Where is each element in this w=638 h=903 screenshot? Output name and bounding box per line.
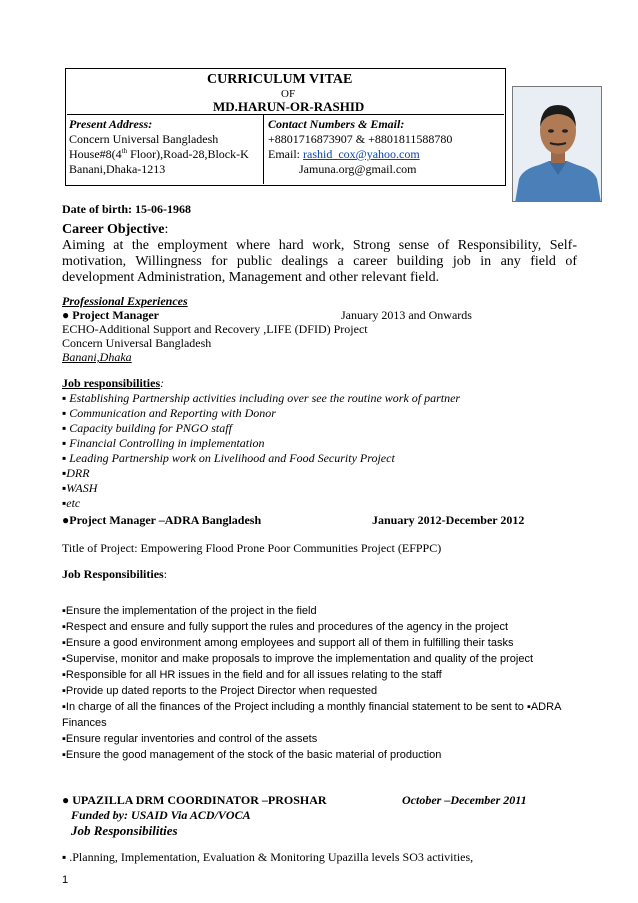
job1-organization: Concern Universal Bangladesh xyxy=(62,336,212,350)
job2-resp-item: ▪Ensure regular inventories and control of the assets xyxy=(62,733,318,745)
job1-resp-item: ▪WASH xyxy=(62,481,98,495)
professional-experiences-heading: Professional Experiences xyxy=(62,294,188,308)
page-number: 1 xyxy=(62,874,69,886)
address-line-3: Banani,Dhaka-1213 xyxy=(69,162,166,176)
job2-resp-item: ▪Provide up dated reports to the Project Director when requested xyxy=(62,685,378,697)
job1-title: ● Project Manager xyxy=(62,308,159,322)
job3-resp-item: ▪ .Planning, Implementation, Evaluation & Monitoring Upazilla levels SO3 activities, xyxy=(62,850,474,864)
candidate-photo xyxy=(512,86,602,202)
present-address-label: Present Address: xyxy=(69,117,153,131)
job1-project: ECHO-Additional Support and Recovery ,LIFE (DFID) Project xyxy=(62,322,368,336)
job1-resp-item: ▪ Leading Partnership work on Livelihood and Food Security Project xyxy=(62,451,395,465)
header-divider xyxy=(263,114,264,184)
cv-title: CURRICULUM VITAE xyxy=(207,72,353,87)
contact-label: Contact Numbers & Email: xyxy=(268,117,405,131)
job1-resp-item: ▪ Capacity building for PNGO staff xyxy=(62,421,232,435)
job1-resp-item: ▪DRR xyxy=(62,466,90,480)
job2-project: Title of Project: Empowering Flood Prone Poor Communities Project (EFPPC) xyxy=(62,541,442,555)
job2-resp-item: ▪Ensure the good management of the stock of the basic material of production xyxy=(62,749,442,761)
job2-date: January 2012-December 2012 xyxy=(372,513,525,527)
job3-funded: Funded by: USAID Via ACD/VOCA xyxy=(71,808,251,822)
job2-resp-item: ▪Respect and ensure and fully support the rules and procedures of the agency in the project xyxy=(62,621,509,633)
job1-resp-item: ▪etc xyxy=(62,496,81,510)
career-objective-heading: Career Objective: xyxy=(62,222,169,237)
candidate-name: MD.HARUN-OR-RASHID xyxy=(213,99,365,114)
cv-of: OF xyxy=(281,88,296,100)
job3-resp-heading: Job Responsibilities xyxy=(71,823,178,838)
job3-date: October –December 2011 xyxy=(402,793,527,807)
job2-resp-item: Finances xyxy=(62,717,107,729)
job1-resp-item: ▪ Communication and Reporting with Donor xyxy=(62,406,276,420)
job1-resp-item: ▪ Financial Controlling in implementation xyxy=(62,436,265,450)
job2-resp-item: ▪In charge of all the finances of the Project including a monthly financial statement to be sent to ▪ADRA xyxy=(62,701,562,713)
career-objective-text: Aiming at the employment where hard work, Strong sense of Responsibility, Self-motivation, Willingness for public dealings a career building job in any field of development Administration, Management and other relevant field. xyxy=(62,238,577,285)
job2-resp-heading: Job Responsibilities: xyxy=(62,567,168,581)
phone-numbers: +8801716873907 & +8801811588780 xyxy=(268,132,453,146)
date-of-birth: Date of birth: 15-06-1968 xyxy=(62,202,191,216)
job1-resp-heading: Job responsibilities: xyxy=(62,376,165,390)
email-2: Jamuna.org@gmail.com xyxy=(299,162,417,176)
email-line: Email: rashid_cox@yahoo.com xyxy=(268,147,420,161)
job1-resp-item: ▪ Establishing Partnership activities including over see the routine work of partner xyxy=(62,391,461,405)
job2-title: ●Project Manager –ADRA Bangladesh xyxy=(62,513,262,527)
job2-resp-item: ▪Responsible for all HR issues in the field and for all issues relating to the staff xyxy=(62,669,442,681)
job2-resp-item: ▪Ensure a good environment among employees and support all of them in fulfilling their tasks xyxy=(62,637,514,649)
job3-title: ● UPAZILLA DRM COORDINATOR –PROSHAR xyxy=(62,793,327,807)
job2-resp-item: ▪Supervise, monitor and make proposals to improve the implementation and quality of the project xyxy=(62,653,534,665)
job1-date: January 2013 and Onwards xyxy=(341,308,472,322)
job1-location: Banani,Dhaka xyxy=(62,350,132,364)
job2-resp-item: ▪Ensure the implementation of the project in the field xyxy=(62,605,317,617)
email-link[interactable]: rashid_cox@yahoo.com xyxy=(303,147,420,161)
address-line-1: Concern Universal Bangladesh xyxy=(69,132,219,146)
address-line-2: House#8(4th Floor),Road-28,Block-K xyxy=(69,147,249,161)
